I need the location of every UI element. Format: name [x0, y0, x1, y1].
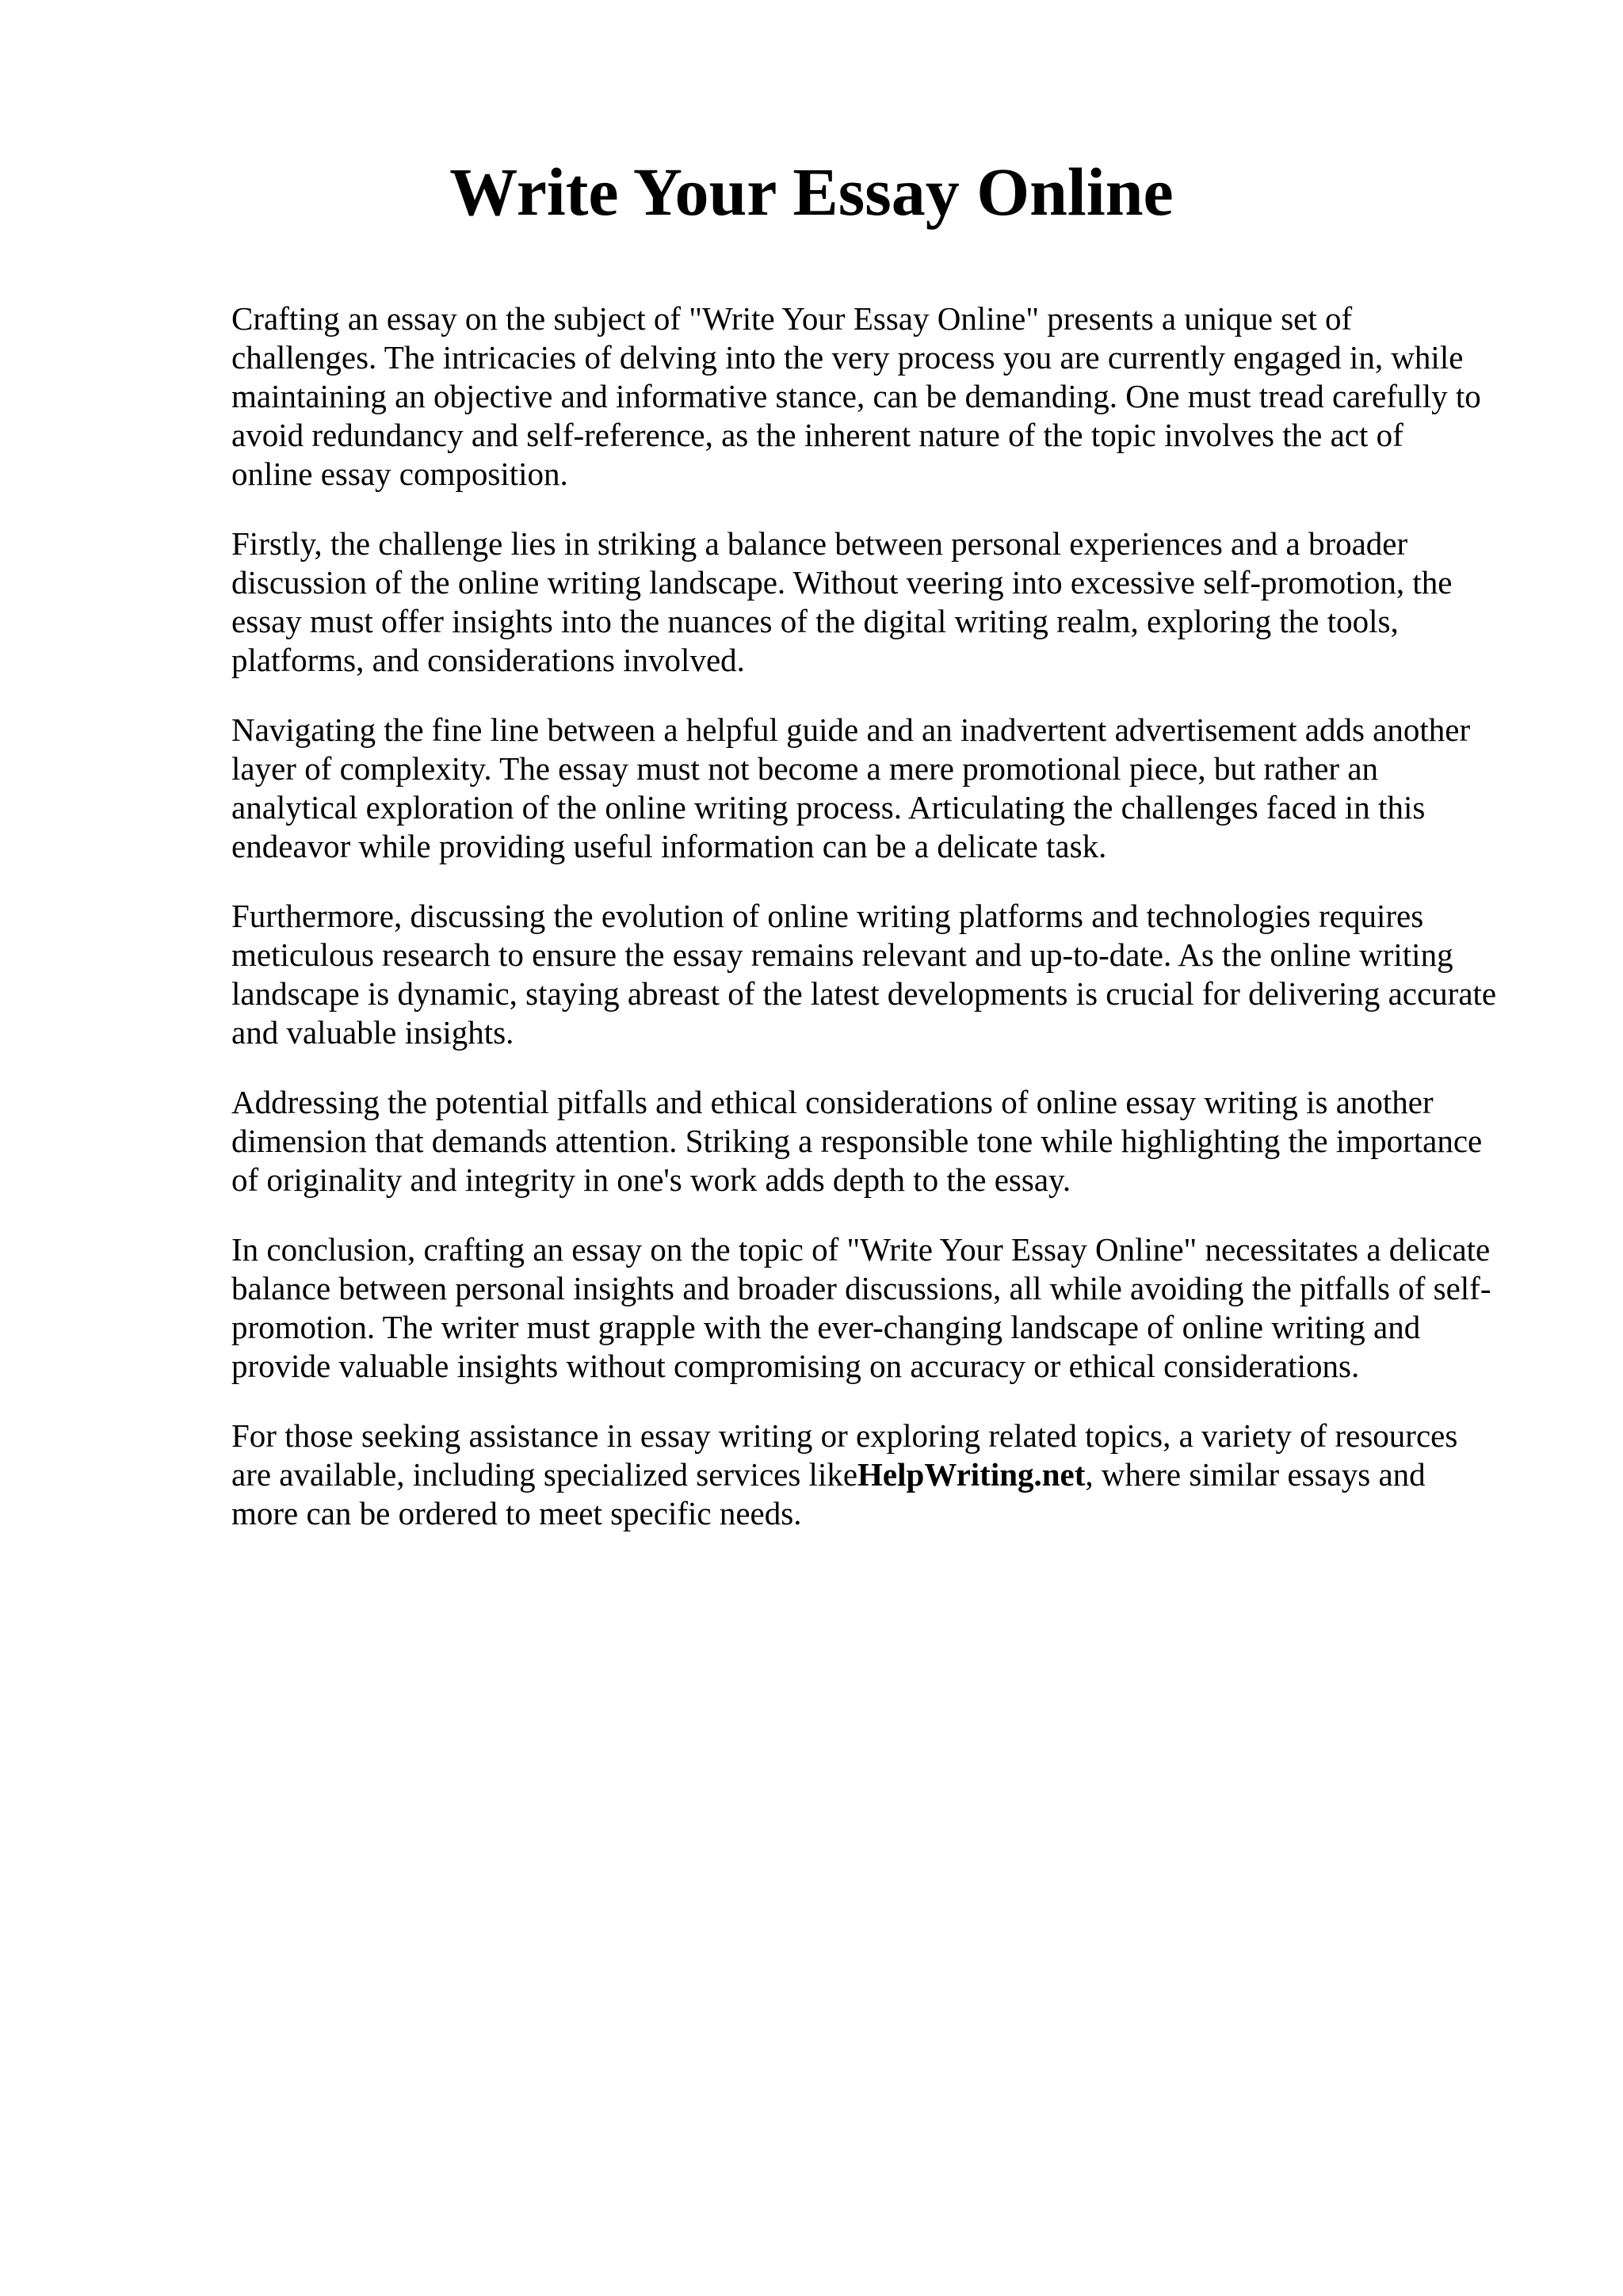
- text-line: Firstly, the challenge lies in striking a balance between personal experiences and a broader: [231, 525, 1408, 562]
- text-line: analytical exploration of the online writing process. Articulating the challenges faced in this: [231, 789, 1426, 826]
- paragraph-6: [231, 1230, 1515, 1386]
- text-line: Furthermore, discussing the evolution of online writing platforms and technologies requires: [231, 898, 1424, 934]
- text-line: and valuable insights.: [231, 1014, 514, 1051]
- text-line: avoid redundancy and self-reference, as the inherent nature of the topic involves the act of: [231, 417, 1403, 453]
- text-line: Navigating the fine line between a helpful guide and an inadvertent advertisement adds another: [231, 711, 1471, 748]
- text-line: balance between personal insights and broader discussions, all while avoiding the pitfalls of self-: [231, 1270, 1491, 1306]
- text-line-with-link: [231, 1455, 1515, 1494]
- text-line: Crafting an essay on the subject of "Write Your Essay Online" presents a unique set of: [231, 300, 1353, 337]
- page-title: Write Your Essay Online: [449, 154, 1174, 230]
- text-line: dimension that demands attention. Striking a responsible tone while highlighting the importance: [231, 1123, 1483, 1159]
- text-line: essay must offer insights into the nuances of the digital writing realm, exploring the tools,: [231, 603, 1399, 639]
- essay-body: [231, 299, 1515, 1564]
- text-line: online essay composition.: [231, 456, 568, 492]
- text-line: endeavor while providing useful information can be a delicate task.: [231, 828, 1107, 864]
- text-line: discussion of the online writing landscape. Without veering into excessive self-promotion, the: [231, 564, 1453, 601]
- text-line: challenges. The intricacies of delving into the very process you are currently engaged in, while: [231, 339, 1464, 376]
- text-line: of originality and integrity in one's work adds depth to the essay.: [231, 1161, 1071, 1198]
- text-line: promotion. The writer must grapple with the ever-changing landscape of online writing and: [231, 1309, 1421, 1345]
- text-line: more can be ordered to meet specific needs.: [231, 1495, 802, 1531]
- link-trail-text: , where similar essays and: [1085, 1456, 1426, 1493]
- text-line: For those seeking assistance in essay writing or exploring related topics, a variety of resources: [231, 1417, 1458, 1454]
- text-line: In conclusion, crafting an essay on the topic of "Write Your Essay Online" necessitates a delicate: [231, 1231, 1491, 1268]
- text-line: Addressing the potential pitfalls and ethical considerations of online essay writing is another: [231, 1084, 1434, 1120]
- paragraph-3: [231, 711, 1515, 866]
- text-line: meticulous research to ensure the essay remains relevant and up-to-date. As the online writing: [231, 936, 1453, 973]
- paragraph-1: [231, 299, 1515, 494]
- paragraph-4: [231, 897, 1515, 1052]
- link-lead-text: are available, including specialized services like: [231, 1456, 858, 1493]
- helpwriting-link[interactable]: HelpWriting.net: [857, 1456, 1086, 1493]
- paragraph-2: [231, 524, 1515, 680]
- text-line: layer of complexity. The essay must not become a mere promotional piece, but rather an: [231, 750, 1379, 787]
- paragraph-closing: [231, 1417, 1515, 1533]
- text-line: provide valuable insights without compromising on accuracy or ethical considerations.: [231, 1348, 1360, 1384]
- text-line: landscape is dynamic, staying abreast of the latest developments is crucial for delivering accurate: [231, 975, 1497, 1012]
- text-line: maintaining an objective and informative stance, can be demanding. One must tread carefully to: [231, 378, 1481, 414]
- text-line: platforms, and considerations involved.: [231, 642, 745, 678]
- paragraph-5: [231, 1083, 1515, 1199]
